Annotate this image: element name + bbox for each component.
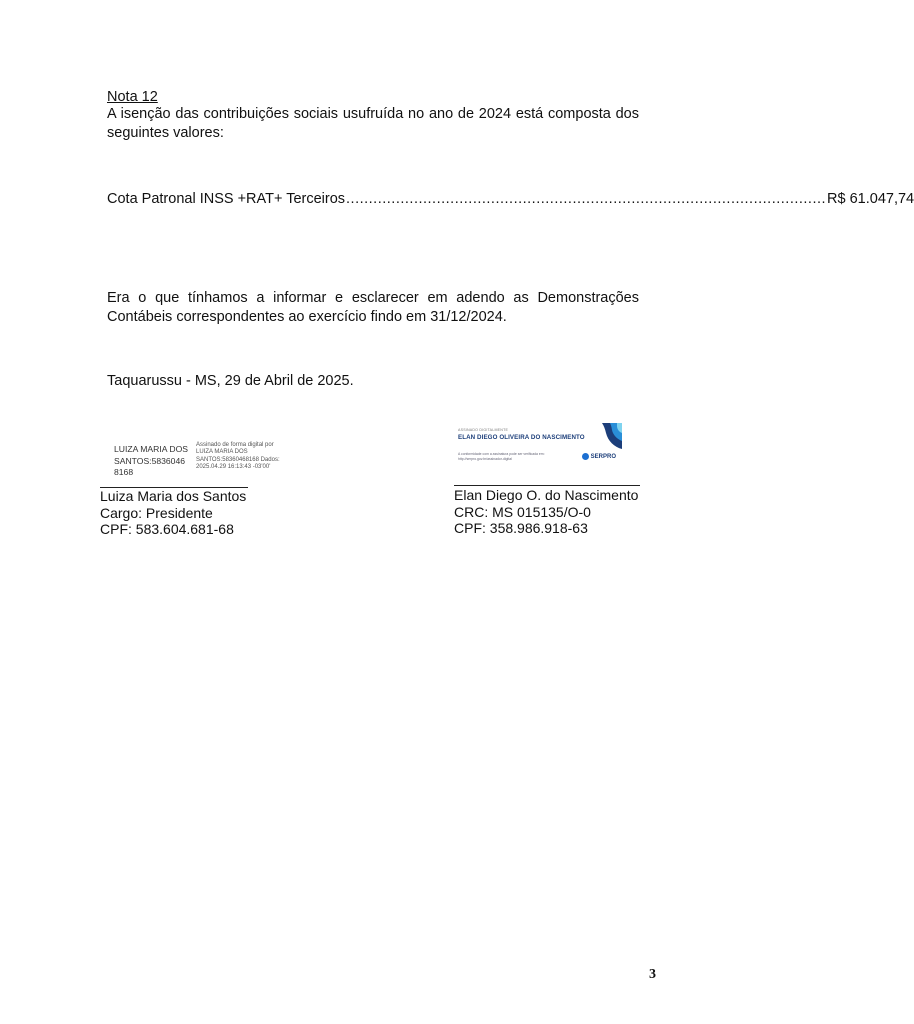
stamp-label: ASSINADO DIGITALMENTE (458, 428, 509, 432)
place-date: Taquarussu - MS, 29 de Abril de 2025. (107, 373, 354, 389)
wave-graphic-icon (592, 423, 622, 449)
stamp-signer-name: ELAN DIEGO OLIVEIRA DO NASCIMENTO (458, 434, 585, 441)
digital-signature-stamp-left (114, 442, 284, 486)
note-heading: Nota 12 (107, 89, 158, 105)
serpro-logo-icon (582, 453, 589, 460)
serpro-logo (582, 453, 616, 460)
line-item (107, 191, 914, 207)
signatory-name: Luiza Maria dos Santos (100, 488, 247, 504)
signatory-crc: CRC: MS 015135/O-0 (454, 503, 591, 520)
note-paragraph: A isenção das contribuições sociais usufruída no ano de 2024 está composta dos seguintes valores: (107, 106, 639, 141)
signatory-name: Elan Diego O. do Nascimento (454, 487, 639, 503)
signatory-block-left (100, 488, 246, 538)
stamp-signer-info: Assinado de forma digital por LUIZA MARIA DOS SANTOS:58360468168 Dados: 2025.04.29 16:13:43 -03'00' (196, 442, 280, 471)
signature-line-right (454, 485, 640, 486)
signatory-block-right (454, 487, 638, 537)
line-item-value: R$ 61.047,74 (827, 191, 914, 207)
stamp-verification-text: A conformidade com a assinatura pode ser verificada em: http://serpro.gov.br/assinador-digital (458, 452, 545, 461)
page-number: 3 (649, 967, 656, 982)
digital-signature-stamp-right (452, 423, 622, 465)
dot-leader: .......................................................................................................... (346, 191, 827, 207)
stamp-signer-name: LUIZA MARIA DOS SANTOS:5836046 8168 (114, 444, 189, 477)
serpro-brand: SERPRO (590, 453, 616, 460)
signatory-cpf: CPF: 583.604.681-68 (100, 521, 234, 537)
line-item-label: Cota Patronal INSS +RAT+ Terceiros (107, 191, 346, 207)
signatory-cpf: CPF: 358.986.918-63 (454, 520, 588, 536)
closing-paragraph: Era o que tínhamos a informar e esclarecer em adendo as Demonstrações Contábeis correspondentes ao exercício findo em 31/12/2024. (107, 290, 639, 325)
signatory-role: Cargo: Presidente (100, 504, 213, 521)
